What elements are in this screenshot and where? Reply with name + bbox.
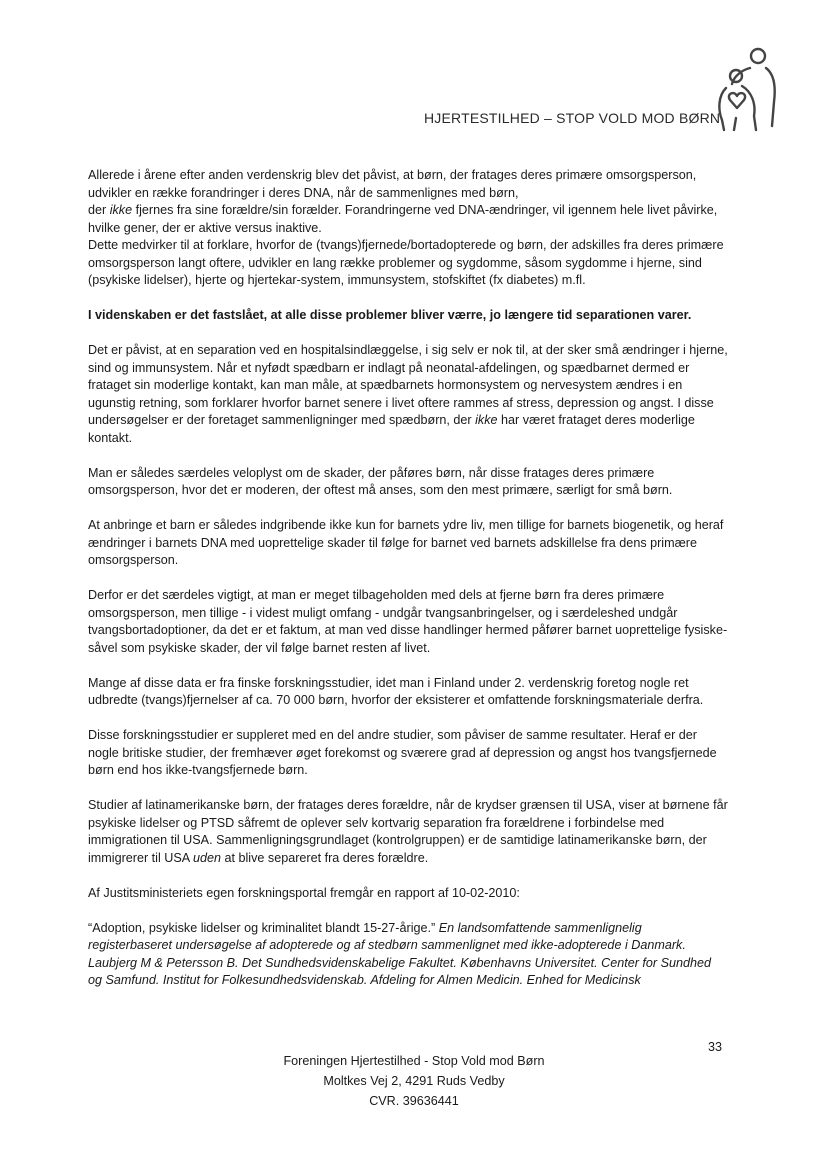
header-title: HJERTESTILHED – STOP VOLD MOD BØRN: [424, 110, 721, 126]
paragraph: Derfor er det særdeles vigtigt, at man er meget tilbageholden med dels at fjerne børn fra deres primære omsorgsperson, men tillige - i videst muligt omfang - undgår tvangsanbringelser, og i særdeleshed undgår tvangsbortadoptioner, da det er et faktum, at man ved disse handlinger hermed påfører barnet uoprettelige fysiske- såvel som psykiske skader, der vil følge barnet resten af livet.: [88, 588, 728, 655]
paragraph: Mange af disse data er fra finske forskningsstudier, idet man i Finland under 2. verdenskrig foretog nogle ret udbredte (tvangs)fjernelser af ca. 70 000 børn, hvorfor der eksisterer et omfattende forskningsmateriale derfra.: [88, 675, 704, 707]
paragraph-text: Det er påvist, at en separation ved en hospitalsindlæggelse, i sig selv er nok til, at der sker små ændringer i hjerne, sind og immunsystem. Når et nyfødt spædbarn er indlagt på neonatal-afdelingen, og spædbarnet dermed er frataget sin moderlige kontakt, kan man måle, at spædbarnets hormonsystem og nervesystem ændres i en ugunstig retning, som forklarer hvorfor barnet senere i livet oftere rammes af stress, depression og angst. I disse undersøgelser er der foretaget sammenligninger med spædbørn, der: [88, 343, 728, 427]
family-heart-logo-icon: [712, 46, 778, 134]
document-body: [88, 167, 728, 1007]
paragraph: [88, 797, 728, 867]
paragraph-text: Studier af latinamerikanske børn, der fratages deres forældre, når de krydser grænsen til USA, viser at børnene får psykiske lidelser og PTSD såfremt de oplever selv kortvarig separation fra forældrene i forbindelse med immigrationen til USA. Sammenligningsgrundlaget (kontrolgruppen) er de samtidige latinamerikanske børn, der immigrerer til USA: [88, 798, 728, 865]
paragraph: Af Justitsministeriets egen forskningsportal fremgår en rapport af 10-02-2010:: [88, 885, 520, 900]
emphasis-text: ikke: [475, 413, 498, 427]
footer-cvr: CVR. 39636441: [369, 1094, 459, 1108]
page-footer: [0, 1051, 828, 1111]
paragraph-text: der: [88, 203, 110, 217]
key-finding-heading: I videnskaben er det fastslået, at alle disse problemer bliver værre, jo længere tid separationen varer.: [88, 308, 692, 322]
citation-title: “Adoption, psykiske lidelser og kriminalitet blandt 15-27-årige.”: [88, 920, 439, 935]
footer-address: Moltkes Vej 2, 4291 Ruds Vedby: [323, 1074, 505, 1088]
paragraph: [88, 920, 728, 990]
paragraph: Disse forskningsstudier er suppleret med en del andre studier, som påviser de samme resultater. Heraf er der nogle britiske studier, der fremhæver øget forekomst og sværere grad af depression og angst hos tvangsfjernede børn end hos ikke-tvangsfjernede børn.: [88, 728, 717, 777]
paragraph-text: har været frataget deres moderlige kontakt.: [88, 413, 695, 445]
emphasis-text: ikke: [109, 203, 133, 217]
emphasis-text: uden: [192, 850, 221, 865]
paragraph: At anbringe et barn er således indgribende ikke kun for barnets ydre liv, men tillige for barnets biogenetik, og heraf ændringer i barnets DNA med uoprettelige skader til følge for barnet ved barnets adskillelse fra dens primære omsorgsperson.: [88, 518, 724, 567]
paragraph: [88, 342, 728, 447]
paragraph-text: at blive separeret fra deres forældre.: [221, 850, 429, 865]
paragraph: Man er således særdeles veloplyst om de skader, der påføres børn, når disse fratages deres primære omsorgsperson, hvor det er moderen, der oftest må anses, som den mest primære, særligt for små børn.: [88, 465, 673, 497]
paragraph-text: fjernes fra sine forældre/sin forælder. Forandringerne ved DNA-ændringer, vil igennem hele livet påvirke, hvilke gener, der er aktive versus inaktive.: [88, 203, 718, 235]
footer-organization: Foreningen Hjertestilhed - Stop Vold mod Børn: [283, 1054, 545, 1068]
citation-reference: En landsomfattende sammenlignelig registerbaseret undersøgelse af adopterede og af stedbørn sammenlignet med ikke-adopterede i Danmark. Laubjerg M & Petersson B. Det Sundhedsvidenskabelige Fakultet. Københavns Universitet. Center for Sundhed og Samfund. Institut for Folkesundhedsvidenskab. Afdeling for Almen Medicin. Enhed for Medicinsk: [88, 920, 712, 987]
paragraph: [88, 167, 728, 290]
paragraph-text: Dette medvirker til at forklare, hvorfor de (tvangs)fjernede/bortadopterede og børn, der adskilles fra deres primære omsorgsperson langt oftere, udvikler en lang række problemer og sygdomme, såsom sygdomme i hjerne, sind (psykiske lidelser), hjerte og hjertekar-system, immunsystem, stofskiftet (fx diabetes) m.fl.: [88, 238, 724, 287]
paragraph-text: Allerede i årene efter anden verdenskrig blev det påvist, at børn, der fratages deres primære omsorgsperson, udvikler en række forandringer i deres DNA, når de sammenlignes med børn,: [88, 168, 697, 200]
page-number: 33: [708, 1040, 723, 1054]
